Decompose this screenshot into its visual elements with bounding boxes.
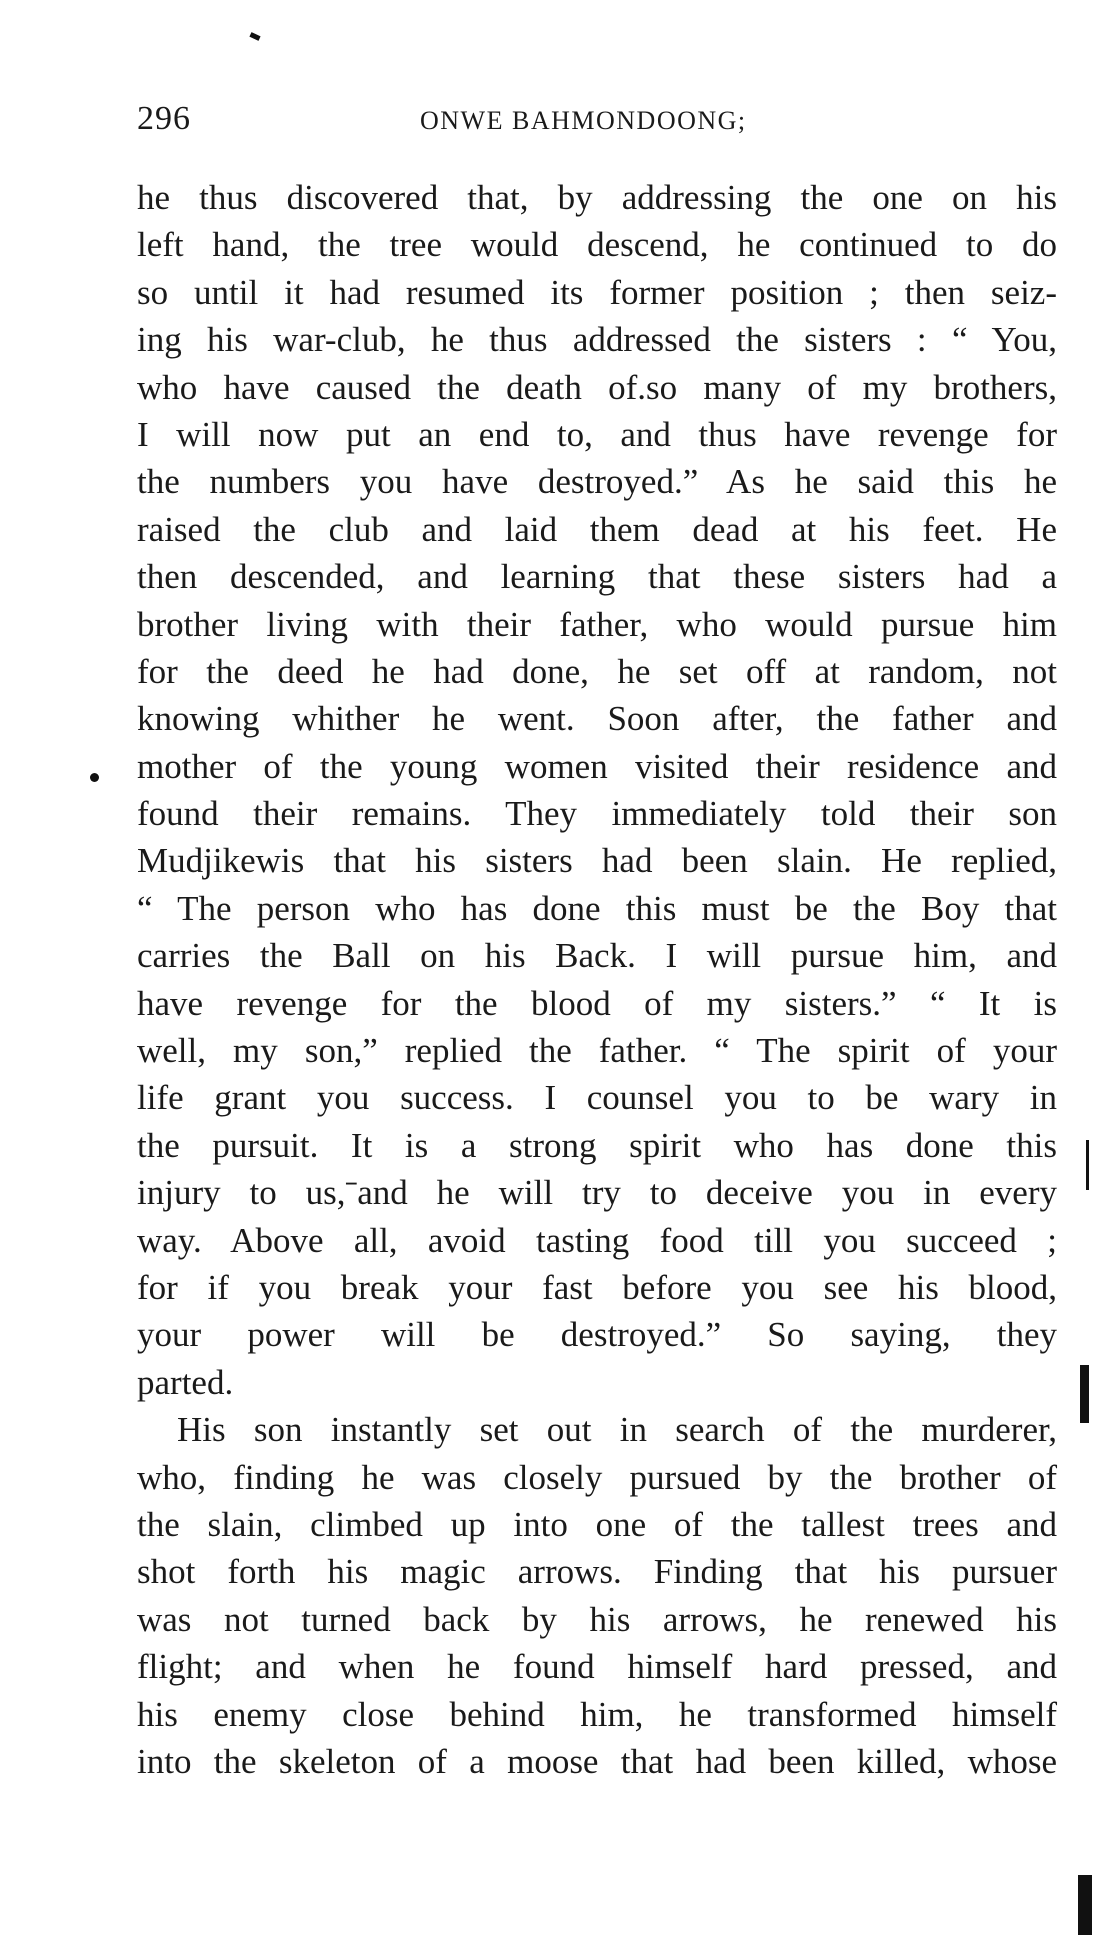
text-line: parted. (137, 1362, 234, 1402)
text-line: Mudjikewis that his sisters had been slain. He replied, (137, 841, 1057, 881)
text-line: mother of the young women visited their residence and (137, 746, 1057, 786)
text-line: found their remains. They immediately told their son (137, 794, 1057, 834)
text-line: life grant you success. I counsel you to be wary in (137, 1078, 1057, 1118)
text-line: I will now put an end to, and thus have revenge for (137, 414, 1057, 454)
page-header (137, 100, 1057, 140)
text-line: raised the club and laid them dead at his feet. He (137, 509, 1057, 549)
text-line: the slain, climbed up into one of the tallest trees and (137, 1504, 1057, 1544)
text-line: for if you break your fast before you see his blood, (137, 1267, 1057, 1307)
text-line: ing his war-club, he thus addressed the sisters : “ You, (137, 320, 1057, 360)
page-number: 296 (137, 100, 191, 137)
text-line: well, my son,” replied the father. “ The spirit of your (137, 1031, 1057, 1071)
text-line: the pursuit. It is a strong spirit who has done this (137, 1125, 1057, 1165)
margin-dot (90, 773, 99, 782)
text-line: injury to us,ˉand he will try to deceive you in every (137, 1173, 1057, 1213)
text-line: into the skeleton of a moose that had been killed, whose (137, 1741, 1057, 1781)
ink-speck (249, 32, 260, 41)
text-line: then descended, and learning that these sisters had a (137, 557, 1057, 597)
text-line: brother living with their father, who would pursue him (137, 604, 1057, 644)
scan-artifact-mark (1086, 1140, 1089, 1190)
text-line: so until it had resumed its former position ; then seiz- (137, 272, 1057, 312)
paragraph-1 (137, 174, 1057, 1406)
text-line: your power will be destroyed.” So saying, they (137, 1315, 1057, 1355)
text-line: shot forth his magic arrows. Finding that his pursuer (137, 1552, 1057, 1592)
text-line: who, finding he was closely pursued by the brother of (137, 1457, 1057, 1497)
text-line: carries the Ball on his Back. I will pursue him, and (137, 936, 1057, 976)
text-line: “ The person who has done this must be the Boy that (137, 888, 1057, 928)
body-text (137, 174, 1057, 1785)
text-line: the numbers you have destroyed.” As he said this he (137, 462, 1057, 502)
text-line: who have caused the death of.so many of my brothers, (137, 367, 1057, 407)
paragraph-2 (137, 1406, 1057, 1785)
text-line: he thus discovered that, by addressing the one on his (137, 178, 1057, 217)
text-line: His son instantly set out in search of the murderer, (177, 1410, 1057, 1450)
running-head: ONWE BAHMONDOONG; (420, 106, 747, 135)
text-line: have revenge for the blood of my sisters.” “ It is (137, 983, 1057, 1023)
text-line: knowing whither he went. Soon after, the father and (137, 699, 1057, 739)
text-line: was not turned back by his arrows, he renewed his (137, 1599, 1057, 1639)
text-line: flight; and when he found himself hard pressed, and (137, 1647, 1057, 1687)
scan-artifact-mark (1080, 1365, 1089, 1423)
scan-artifact-mark (1078, 1875, 1092, 1935)
text-line: left hand, the tree would descend, he continued to do (137, 225, 1057, 265)
text-line: way. Above all, avoid tasting food till you succeed ; (137, 1220, 1057, 1260)
text-line: his enemy close behind him, he transformed himself (137, 1694, 1057, 1734)
text-line: for the deed he had done, he set off at random, not (137, 651, 1057, 691)
